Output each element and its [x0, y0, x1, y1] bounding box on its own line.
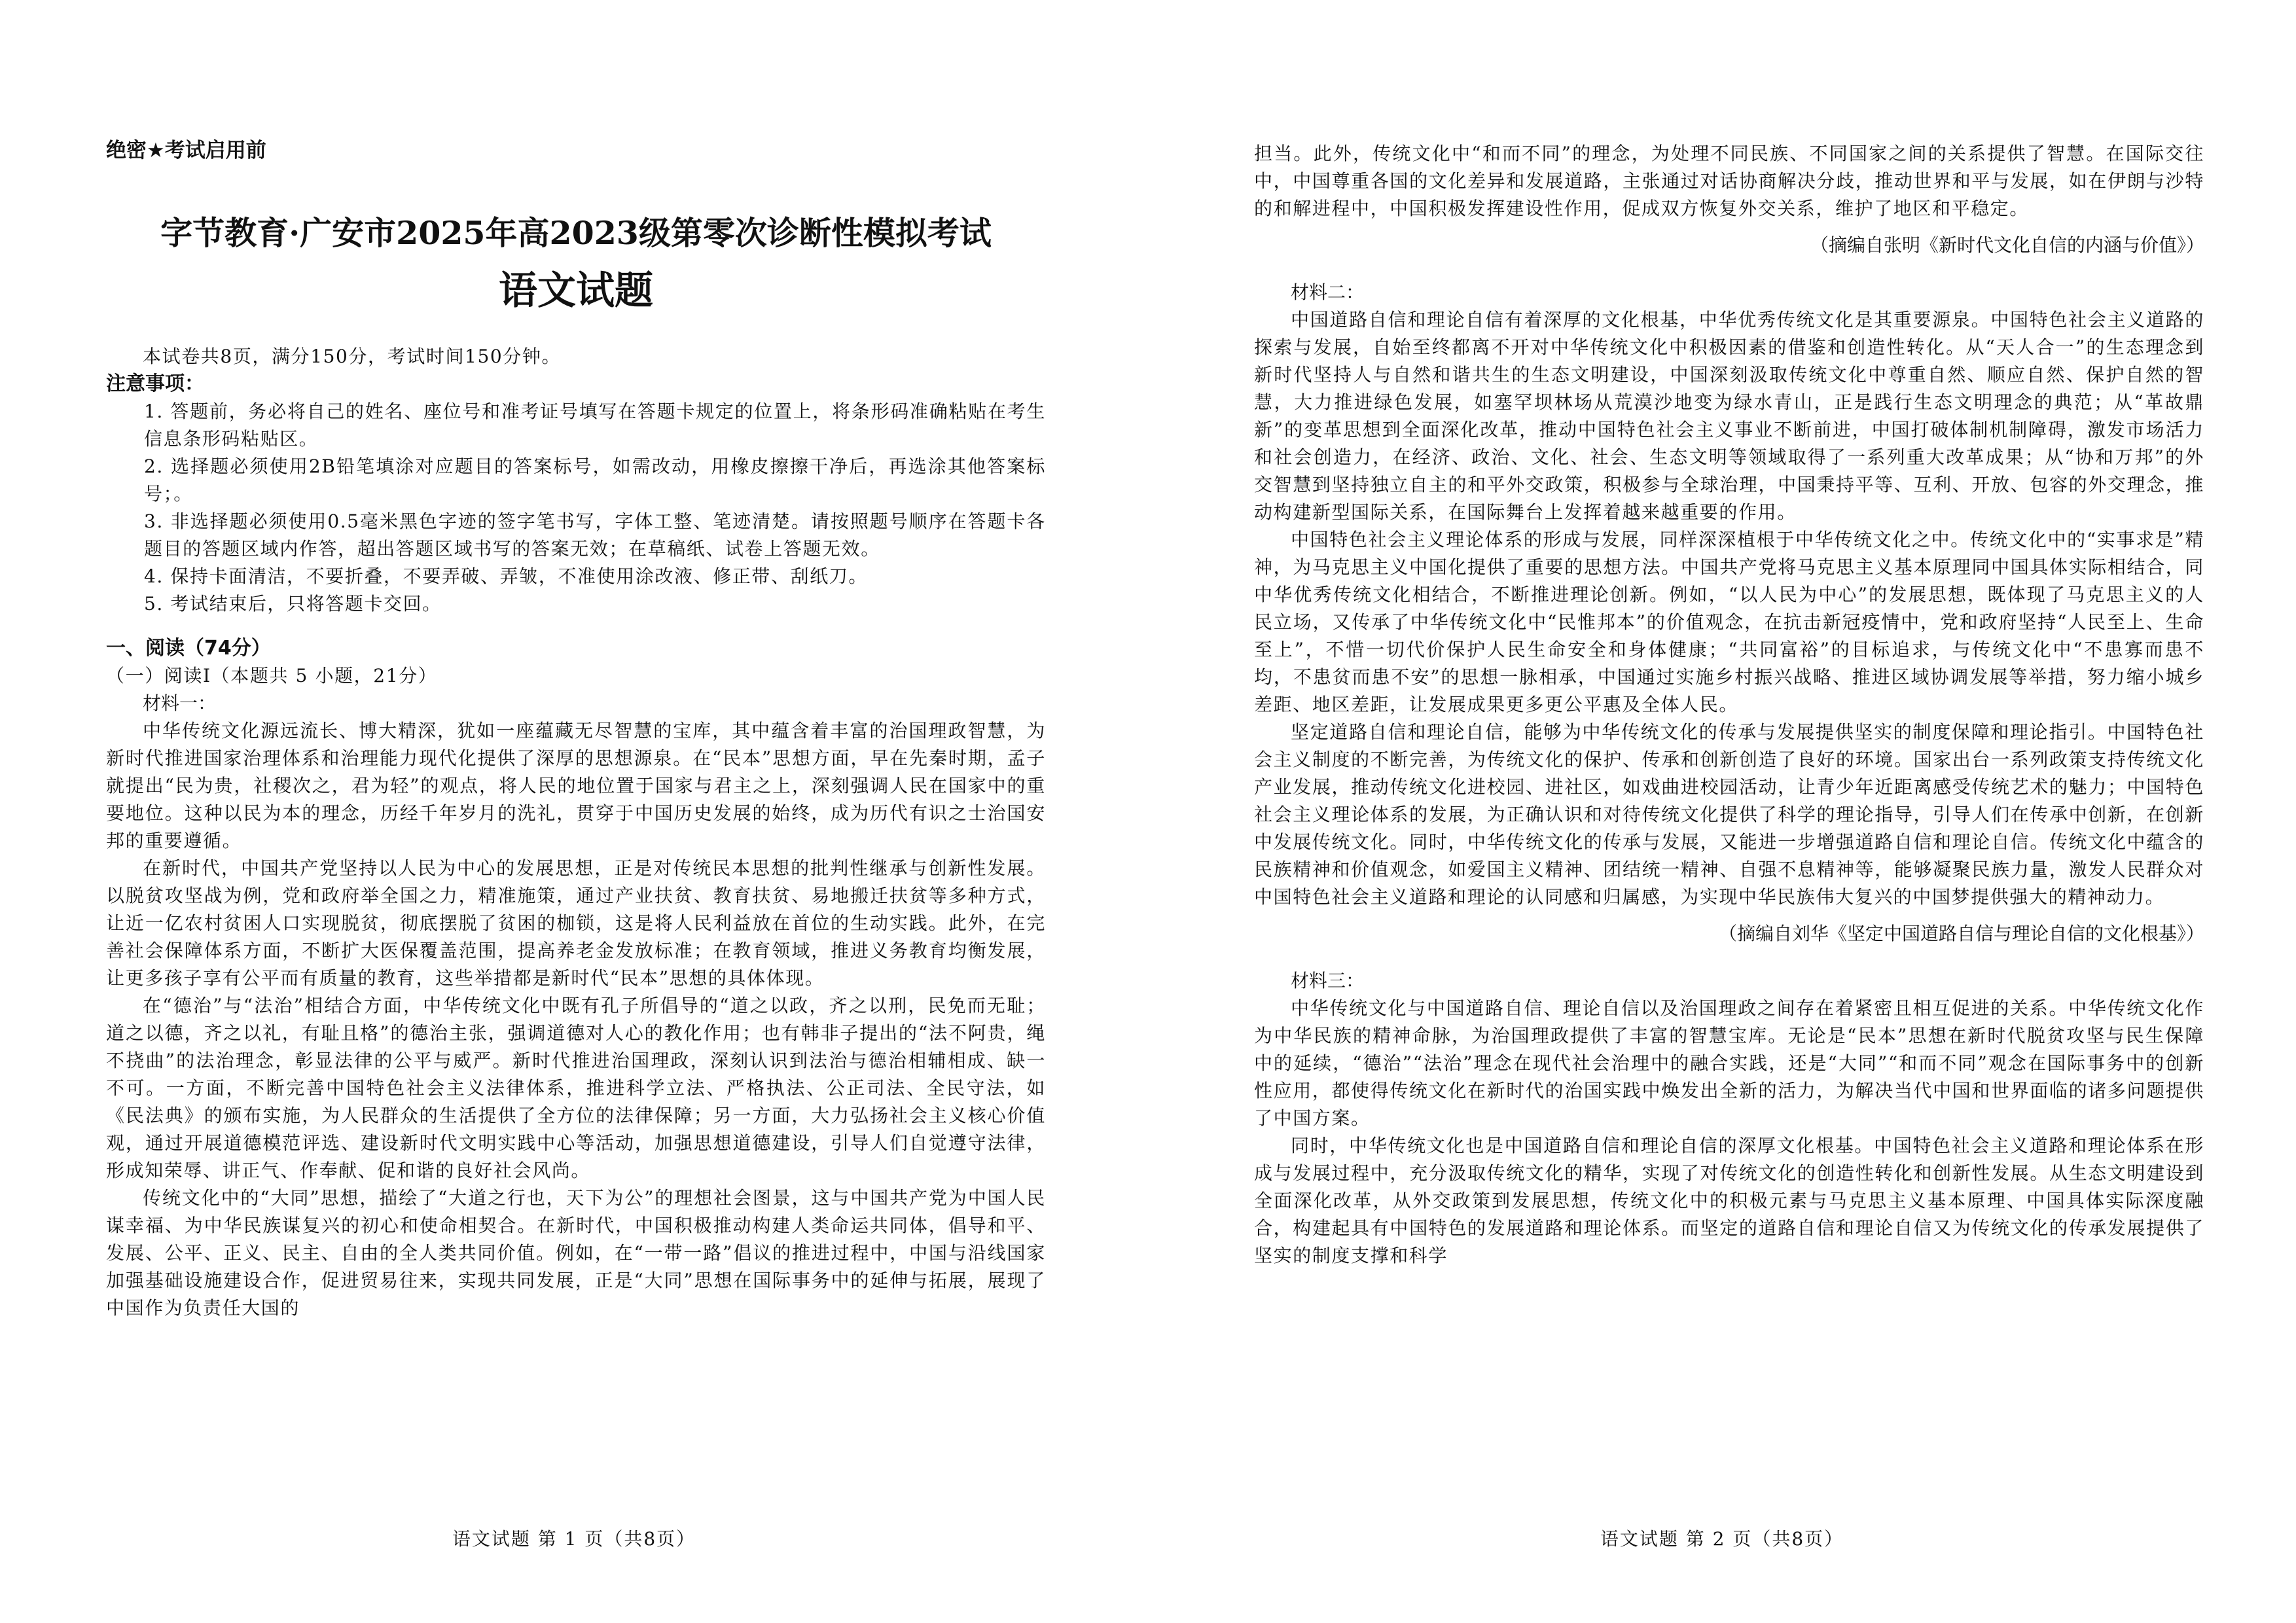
material1-label: 材料一： — [143, 692, 217, 714]
material1-source: （摘编自张明《新时代文化自信的内涵与价值》） — [1810, 234, 2204, 256]
notice-item: 1. 答题前，务必将自己的姓名、座位号和准考证号填写在答题卡规定的位置上，将条形码准确粘贴在考生信息条形码粘贴区。 — [144, 401, 1046, 450]
material1-paragraph: 传统文化中的“大同”思想，描绘了“大道之行也，天下为公”的理想社会图景，这与中国共产党为中国人民谋幸福、为中华民族谋复兴的初心和使命相契合。在新时代，中国积极推动构建人类命运共同体，倡导和平、发展、公平、正义、民主、自由的全人类共同价值。例如，在“一带一路”倡议的推进过程中，中国与沿线国家加强基础设施建设合作，促进贸易往来，实现共同发展，正是“大同”思想在国际事务中的延伸与拓展，展现了中国作为负责任大国的 — [106, 1187, 1046, 1319]
material1-paragraph: 在“德治”与“法治”相结合方面，中华传统文化中既有孔子所倡导的“道之以政，齐之以刑，民免而无耻；道之以德，齐之以礼，有耻且格”的德治主张，强调道德对人心的教化作用；也有韩非子提出的“法不阿贵，绳不挠曲”的法治理念，彰显法律的公平与威严。新时代推进治国理政，深刻认识到法治与德治相辅相成、缺一不可。一方面，不断完善中国特色社会主义法律体系，推进科学立法、严格执法、公正司法、全民守法，如《民法典》的颁布实施，为人民群众的生活提供了全方位的法律保障；另一方面，大力弘扬社会主义核心价值观，通过开展道德模范评选、建设新时代文明实践中心等活动，加强思想道德建设，引导人们自觉遵守法律，形成知荣辱、讲正气、作奉献、促和谐的良好社会风尚。 — [106, 995, 1046, 1181]
notice-item: 5. 考试结束后，只将答题卡交回。 — [144, 593, 442, 615]
material3-paragraph: 同时，中华传统文化也是中国道路自信和理论自信的深厚文化根基。中国特色社会主义道路和理论体系在形成与发展过程中，充分汲取传统文化的精华，实现了对传统文化的创造性转化和创新性发展。从生态文明建设到全面深化改革，从外交政策到发展思想，传统文化中的积极元素与马克思主义基本原理、中国具体实际深度融合，构建起具有中国特色的发展道路和理论体系。而坚定的道路自信和理论自信又为传统文化的传承发展提供了坚实的制度支撑和科学 — [1254, 1135, 2204, 1266]
page-2-footer: 语文试题 第 2 页（共8页） — [1600, 1528, 1844, 1550]
exam-intro: 本试卷共8页，满分150分，考试时间150分钟。 — [143, 346, 562, 367]
confidential-label: 绝密★考试启用前 — [106, 139, 266, 162]
section-heading: 一、阅读（74分） — [106, 637, 271, 660]
material2-paragraph: 中国道路自信和理论自信有着深厚的文化根基，中华优秀传统文化是其重要源泉。中国特色社会主义道路的探索与发展，自始至终都离不开对中华传统文化中积极因素的借鉴和创造性转化。从“天人合一”的生态理念到新时代坚持人与自然和谐共生的生态文明建设，中国深刻汲取传统文化中尊重自然、顺应自然、保护自然的智慧，大力推进绿色发展，如塞罕坝林场从荒漠沙地变为绿水青山，正是践行生态文明理念的典范；从“革故鼎新”的变革思想到全面深化改革，推动中国特色社会主义事业不断前进，中国打破体制机制障碍，激发市场活力和社会创造力，在经济、政治、文化、社会、生态文明等领域取得了一系列重大改革成果；从“协和万邦”的外交智慧到坚持独立自主的和平外交政策，积极参与全球治理，中国秉持平等、互利、开放、包容的外交理念，推动构建新型国际关系，在国际舞台上发挥着越来越重要的作用。 — [1254, 309, 2204, 523]
page-1-content — [106, 136, 1046, 1322]
material2-paragraph: 坚定道路自信和理论自信，能够为中华传统文化的传承与发展提供坚实的制度保障和理论指引。中国特色社会主义制度的不断完善，为传统文化的保护、传承和创新创造了良好的环境。国家出台一系列政策支持传统文化产业发展，推动传统文化进校园、进社区，如戏曲进校园活动，让青少年近距离感受传统艺术的魅力；中国特色社会主义理论体系的发展，为正确认识和对待传统文化提供了科学的理论指导，引导人们在传承中创新，在创新中发展传统文化。同时，中华传统文化的传承与发展，又能进一步增强道路自信和理论自信。传统文化中蕴含的民族精神和价值观念，如爱国主义精神、团结统一精神、自强不息精神等，能够凝聚民族力量，激发人民群众对中国特色社会主义道路和理论的认同感和归属感，为实现中华民族伟大复兴的中国梦提供强大的精神动力。 — [1254, 721, 2204, 908]
page-2-content — [1254, 140, 2204, 1270]
subsection-heading: （一）阅读Ⅰ（本题共 5 小题，21分） — [106, 665, 438, 687]
notice-item: 3. 非选择题必须使用0.5毫米黑色字迹的签字笔书写，字体工整、笔迹清楚。请按照题号顺序在答题卡各题目的答题区域内作答，超出答题区域书写的答案无效；在草稿纸、试卷上答题无效。 — [144, 510, 1046, 560]
page-1-footer: 语文试题 第 1 页（共8页） — [452, 1528, 696, 1550]
material3-label: 材料三： — [1291, 970, 1365, 991]
page-2 — [1148, 0, 2296, 1623]
notice-item: 2. 选择题必须使用2B铅笔填涂对应题目的答案标号，如需改动，用橡皮擦擦干净后，再选涂其他答案标号；。 — [144, 455, 1046, 505]
material1-paragraph: 中华传统文化源远流长、博大精深，犹如一座蕴藏无尽智慧的宝库，其中蕴含着丰富的治国理政智慧，为新时代推进国家治理体系和治理能力现代化提供了深厚的思想源泉。在“民本”思想方面，早在先秦时期，孟子就提出“民为贵，社稷次之，君为轻”的观点，将人民的地位置于国家与君主之上，深刻强调人民在国家中的重要地位。这种以民为本的理念，历经千年岁月的洗礼，贯穿于中国历史发展的始终，成为历代有识之士治国安邦的重要遵循。 — [106, 720, 1046, 851]
notice-list — [106, 398, 1046, 618]
notice-heading: 注意事项： — [106, 372, 204, 395]
material2-source: （摘编自刘华《坚定中国道路自信与理论自信的文化根基》） — [1718, 923, 2204, 944]
material1-paragraph: 在新时代，中国共产党坚持以人民为中心的发展思想，正是对传统民本思想的批判性继承与创新性发展。以脱贫攻坚战为例，党和政府举全国之力，精准施策，通过产业扶贫、教育扶贫、易地搬迁扶贫等多种方式，让近一亿农村贫困人口实现脱贫，彻底摆脱了贫困的枷锁，这是将人民利益放在首位的生动实践。此外，在完善社会保障体系方面，不断扩大医保覆盖范围，提高养老金发放标准；在教育领域，推进义务教育均衡发展，让更多孩子享有公平而有质量的教育，这些举措都是新时代“民本”思想的具体体现。 — [106, 857, 1046, 989]
material2-paragraph: 中国特色社会主义理论体系的形成与发展，同样深深植根于中华传统文化之中。传统文化中的“实事求是”精神，为马克思主义中国化提供了重要的思想方法。中国共产党将马克思主义基本原理同中国具体实际相结合，同中华优秀传统文化相结合，不断推进理论创新。例如，“以人民为中心”的发展思想，既体现了马克思主义的人民立场，又传承了中华传统文化中“民惟邦本”的价值观念，在抗击新冠疫情中，党和政府坚持“人民至上、生命至上”，不惜一切代价保护人民生命安全和身体健康；“共同富裕”的目标追求，与传统文化中“不患寡而患不均，不患贫而患不安”的思想一脉相承，中国通过实施乡村振兴战略、推进区域协调发展等举措，努力缩小城乡差距、地区差距，让发展成果更多更公平惠及全体人民。 — [1254, 529, 2204, 715]
material1-continuation: 担当。此外，传统文化中“和而不同”的理念，为处理不同民族、不同国家之间的关系提供了智慧。在国际交往中，中国尊重各国的文化差异和发展道路，主张通过对话协商解决分歧，推动世界和平与发展，如在伊朗与沙特的和解进程中，中国积极发挥建设性作用，促成双方恢复外交关系，维护了地区和平稳定。 — [1254, 143, 2204, 219]
exam-title: 字节教育·广安市2025年高2023级第零次诊断性模拟考试 — [160, 214, 992, 252]
material3-paragraph: 中华传统文化与中国道路自信、理论自信以及治国理政之间存在着紧密且相互促进的关系。中华传统文化作为中华民族的精神命脉，为治国理政提供了丰富的智慧宝库。无论是“民本”思想在新时代脱贫攻坚与民生保障中的延续，“德治”“法治”理念在现代社会治理中的融合实践，还是“大同”“和而不同”观念在国际事务中的创新性应用，都使得传统文化在新时代的治国实践中焕发出全新的活力，为解决当代中国和世界面临的诸多问题提供了中国方案。 — [1254, 997, 2204, 1129]
exam-subtitle: 语文试题 — [498, 268, 653, 313]
material2-label: 材料二： — [1291, 281, 1365, 303]
notice-item: 4. 保持卡面清洁，不要折叠，不要弄破、弄皱，不准使用涂改液、修正带、刮纸刀。 — [144, 565, 869, 587]
